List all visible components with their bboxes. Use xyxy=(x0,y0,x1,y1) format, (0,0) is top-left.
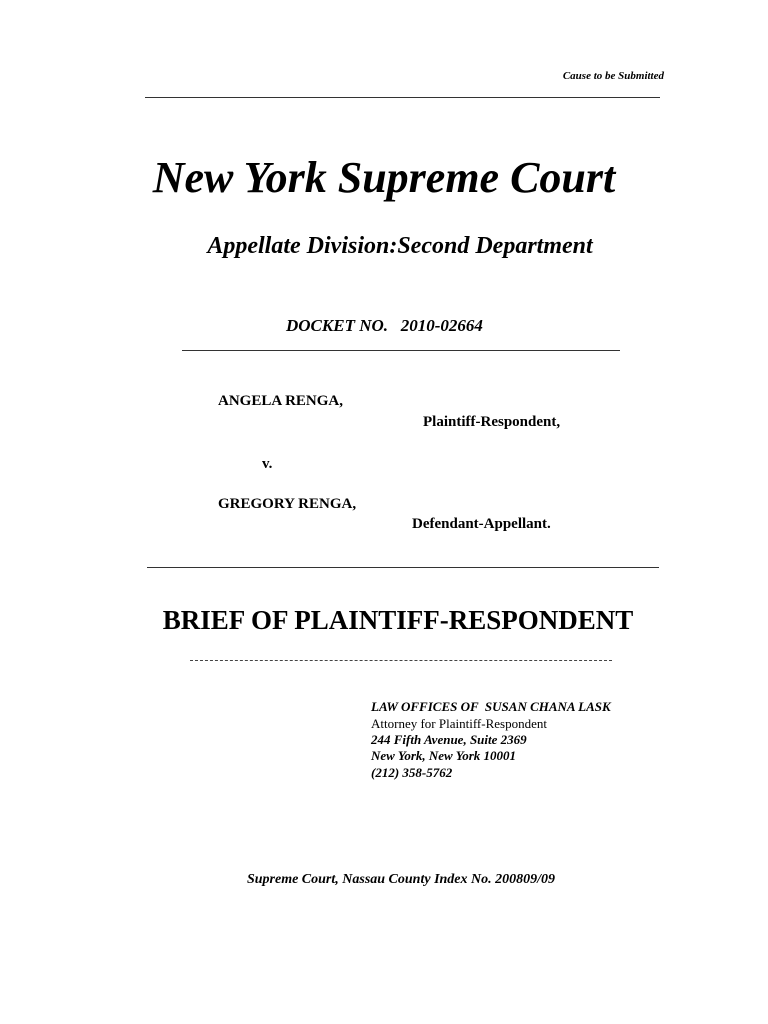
address-line-2: New York, New York 10001 xyxy=(371,748,517,763)
header-rule xyxy=(145,97,660,98)
cause-to-be-submitted-note: Cause to be Submitted xyxy=(562,70,664,82)
plaintiff-role: Plaintiff-Respondent, xyxy=(423,414,561,430)
versus: v. xyxy=(262,456,273,472)
caption-rule xyxy=(147,567,659,568)
brief-title: BRIEF OF PLAINTIFF-RESPONDENT xyxy=(162,605,634,635)
defendant-name: GREGORY RENGA, xyxy=(218,496,357,512)
plaintiff-name: ANGELA RENGA, xyxy=(218,393,344,409)
county-index-number: Supreme Court, Nassau County Index No. 200809/09 xyxy=(246,872,556,887)
docket-number: DOCKET NO. 2010-02664 xyxy=(286,316,483,335)
defendant-role: Defendant-Appellant. xyxy=(412,516,551,532)
law-firm-name: LAW OFFICES OF SUSAN CHANA LASK xyxy=(371,699,611,714)
court-division: Appellate Division:Second Department xyxy=(207,233,593,259)
docket-rule xyxy=(182,350,620,351)
phone-number: (212) 358-5762 xyxy=(371,765,453,780)
attorney-role: Attorney for Plaintiff-Respondent xyxy=(371,716,547,731)
court-name: New York Supreme Court xyxy=(152,153,616,202)
title-dashed-rule xyxy=(190,660,612,661)
address-line-1: 244 Fifth Avenue, Suite 2369 xyxy=(371,732,527,747)
